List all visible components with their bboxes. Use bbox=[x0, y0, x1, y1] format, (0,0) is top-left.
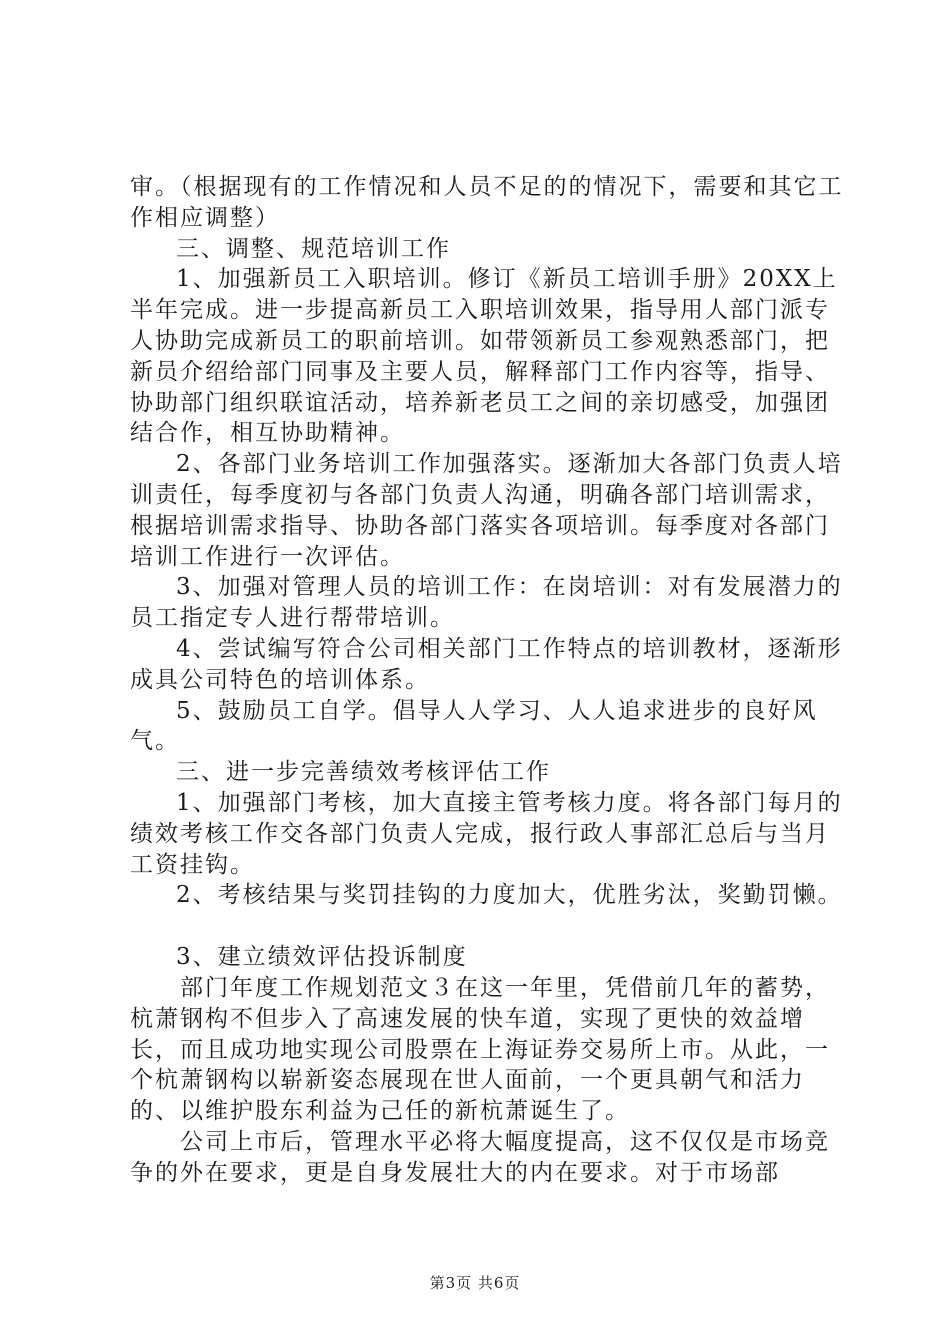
section-heading-performance: 三、进一步完善绩效考核评估工作 bbox=[176, 759, 551, 786]
paragraph-performance-3: 3、建立绩效评估投诉制度 bbox=[176, 944, 468, 971]
page-footer: 第3页 共6页 bbox=[429, 1274, 521, 1292]
document-body bbox=[130, 172, 850, 1189]
paragraph-continuation: 审。（根据现有的工作情况和人员不足的的情况下，需要和其它工作相应调整） bbox=[130, 174, 844, 231]
section-heading-training: 三、调整、规范培训工作 bbox=[176, 235, 451, 262]
paragraph-training-4: 4、尝试编写符合公司相关部门工作特点的培训教材，逐渐形成具公司特色的培训体系。 bbox=[130, 635, 843, 693]
paragraph-training-2: 2、各部门业务培训工作加强落实。逐渐加大各部门负责人培训责任，每季度初与各部门负责人沟通，明确各部门培训需求，根据培训需求指导、协助各部门落实各项培训。每季度对各部门培训工作进行一次评估。 bbox=[130, 451, 843, 570]
paragraph-training-5: 5、鼓励员工自学。倡导人人学习、人人追求进步的良好风气。 bbox=[130, 697, 818, 755]
paragraph-listing: 公司上市后，管理水平必将大幅度提高，这不仅仅是市场竞争的外在要求，更是自身发展壮大的内在要求。对于市场部 bbox=[130, 1128, 830, 1186]
paragraph-performance-2: 2、考核结果与奖罚挂钩的力度加大，优胜劣汰，奖勤罚懒。 bbox=[176, 882, 843, 909]
paragraph-training-1: 1、加强新员工入职培训。修订《新员工培训手册》20XX上半年完成。进一步提高新员工入职培训效果，指导用人部门派专人协助完成新员工的职前培训。如带领新员工参观熟悉部门，把新员介绍给部门同事及主要人员，解释部门工作内容等，指导、协助部门组织联谊活动，培养新老员工之间的亲切感受，加强团结合作，相互协助精神。 bbox=[130, 266, 838, 447]
paragraph-performance-1: 1、加强部门考核，加大直接主管考核力度。将各部门每月的绩效考核工作交各部门负责人完成，报行政人事部汇总后与当月工资挂钩。 bbox=[130, 789, 843, 878]
paragraph-training-3: 3、加强对管理人员的培训工作：在岗培训：对有发展潜力的员工指定专人进行帮带培训。 bbox=[130, 574, 843, 632]
paragraph-plan-intro: 部门年度工作规划范文３在这一年里，凭借前几年的蓄势，杭萧钢构不但步入了高速发展的快车道，实现了更快的效益增长，而且成功地实现公司股票在上海证券交易所上市。从此，一个杭萧钢构以崭新姿态展现在世人面前，一个更具朝气和活力的、以维护股东利益为己任的新杭萧诞生了。 bbox=[130, 974, 830, 1125]
